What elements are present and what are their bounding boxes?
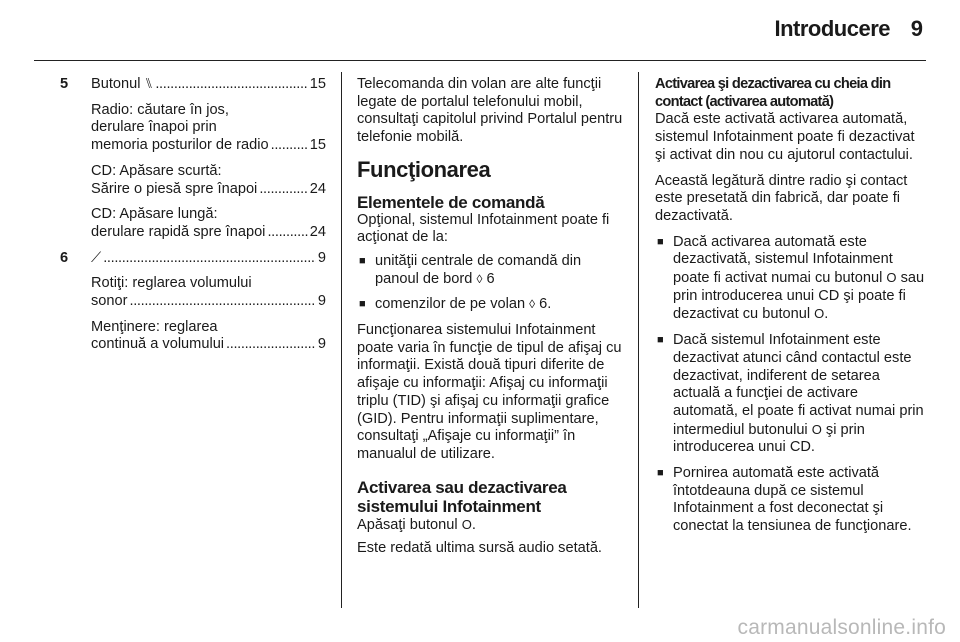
volume-knob-icon: ⟋	[91, 249, 102, 266]
dot-leader	[271, 137, 308, 155]
knob-label-line	[91, 250, 326, 268]
radio-entry	[91, 102, 326, 155]
list-item	[655, 332, 925, 457]
rotate-entry	[91, 275, 326, 310]
dot-leader	[267, 224, 307, 242]
page-title: Introducere	[774, 16, 890, 41]
list-item-5	[60, 76, 326, 242]
item-number: 5	[60, 76, 69, 92]
bullet-text: Dacă sistemul Infotainment este dezactivat atunci când contactul este dezactivat, indiferent de setarea actuală a funcţiei de activare automată, el poate fi activat numai prin intermediul butonului	[673, 332, 924, 438]
bullet-text: Pornirea automată este activată întotdeauna după ce sistemul Infotainment a fost deconectat şi conectat la tensiunea de funcţionare.	[673, 465, 912, 535]
dot-leader	[259, 181, 307, 199]
bullet-text: şi prin introducerea unui CD.	[673, 421, 865, 456]
bullet-icon: ■	[359, 298, 366, 311]
page-ref-icon: ◊	[529, 297, 536, 312]
cd-short-last-line	[91, 181, 326, 199]
column-3	[655, 76, 925, 544]
bullet-text: comenzilor de pe volan	[375, 296, 526, 313]
column-2	[357, 76, 625, 566]
display-paragraph: Funcţionarea sistemului Infotainment poate varia în funcţie de tipul de afişaj cu informaţii. Există două tipuri diferite de afişaje cu informaţii: Afişaj cu informaţii triplu (TID) şi afişaj cu informaţii grafice (GID). Pentru informaţii suplimentare, consultaţi „Afişaje cu informaţii” în manualul de utilizare.	[357, 322, 622, 462]
page-ref-link[interactable]: 24	[309, 180, 326, 197]
column-divider-1	[341, 72, 342, 608]
bullet-icon: ■	[359, 254, 366, 267]
hold-entry	[91, 319, 326, 354]
section-title: Funcţionarea	[357, 156, 491, 182]
bullet-icon: ■	[657, 334, 664, 347]
punct: .	[471, 516, 476, 533]
button-label-line	[91, 76, 326, 94]
ignition-paragraph-2: Această legătură dintre radio şi contact este presetată din fabrică, dar poate fi dezactivată.	[655, 172, 908, 224]
item-number: 6	[60, 249, 69, 266]
cd-long-entry	[91, 206, 326, 241]
dot-leader	[226, 336, 316, 354]
cd-long-text: CD: Apăsare lungă:	[91, 206, 218, 223]
radio-last-line	[91, 137, 326, 155]
bullet-text: unităţii centrale de comandă din panoul de bord	[375, 252, 582, 287]
header-divider	[34, 60, 926, 61]
list-item-6	[60, 250, 326, 355]
page-ref-link[interactable]: 15	[309, 137, 326, 154]
rotate-last-text: sonor	[91, 293, 128, 310]
subsection-title-onoff: Activarea sau dezactivarea sistemului Infotainment	[357, 477, 567, 516]
power-button-icon: O	[811, 421, 822, 437]
page-ref-link[interactable]: 9	[317, 336, 326, 353]
list-item	[655, 234, 925, 325]
page-ref-link[interactable]: 6.	[539, 296, 552, 313]
ignition-paragraph-1: Dacă este activată activarea automată, sistemul Infotainment poate fi dezactivat şi activat din nou cu ajutorul contactului.	[655, 111, 915, 163]
page-ref-icon: ◊	[476, 271, 483, 286]
cd-long-last-text: derulare rapidă spre înapoi	[91, 223, 266, 240]
watermark: carmanualsonline.info	[737, 616, 946, 639]
column-divider-2	[638, 72, 639, 608]
page-header	[0, 0, 960, 64]
controls-intro: Opţional, sistemul Infotainment poate fi acţionat de la:	[357, 211, 610, 246]
rotate-last-line	[91, 293, 326, 311]
button-label: Butonul ⑊	[91, 76, 154, 92]
page-number: 9	[910, 16, 923, 41]
cd-long-last-line	[91, 224, 326, 242]
bullet-text: Dacă activarea automată este dezactivată, sistemul Infotainment poate fi activat numai cu butonul	[673, 233, 893, 287]
page-ref-link[interactable]: 9	[317, 249, 326, 266]
bullet-icon: ■	[657, 235, 664, 248]
power-button-icon: O	[814, 306, 825, 322]
cd-short-entry	[91, 163, 326, 198]
intro-paragraph: Telecomanda din volan are alte funcţii legate de portalul telefonului mobil, consultaţi capitolul privind Portalul pentru telefonie mobilă.	[357, 76, 623, 146]
page-ref-link[interactable]: 24	[309, 223, 326, 240]
hold-last-text: continuă a volumului	[91, 336, 225, 353]
column-1	[60, 76, 326, 354]
hold-last-line	[91, 336, 326, 354]
page-ref-link[interactable]: 9	[317, 293, 326, 310]
cd-short-text: CD: Apăsare scurtă:	[91, 162, 222, 179]
last-source-text: Este redată ultima sursă audio setată.	[357, 540, 602, 557]
page-ref-link[interactable]: 6	[486, 270, 495, 287]
page-ref-link[interactable]: 15	[309, 76, 326, 92]
punct: .	[824, 306, 829, 323]
onoff-instruction: Apăsaţi butonul	[357, 516, 458, 533]
list-item	[357, 253, 625, 288]
radio-last-text: memoria posturilor de radio	[91, 137, 269, 154]
subsection-title-controls: Elementele de comandă	[357, 192, 545, 212]
cd-short-last-text: Sărire o piesă spre înapoi	[91, 180, 258, 197]
dot-leader	[103, 250, 316, 268]
power-button-icon: O	[461, 516, 472, 532]
dot-leader	[130, 293, 316, 311]
bullet-icon: ■	[657, 467, 664, 480]
list-item	[655, 465, 925, 536]
bullet-text: sau prin introducerea unui CD şi poate fi dezactivat cu butonul	[673, 270, 925, 323]
subsection-title-ignition: Activarea şi dezactivarea cu cheia din contact (activarea automată)	[655, 76, 891, 110]
radio-text: Radio: căutare în jos, derulare înapoi prin	[91, 101, 229, 136]
rotate-text: Rotiţi: reglarea volumului	[91, 275, 252, 292]
onoff-text	[357, 516, 625, 535]
dot-leader	[155, 76, 307, 94]
hold-text: Menţinere: reglarea	[91, 318, 218, 335]
list-item	[357, 296, 625, 314]
power-button-icon: O	[886, 270, 897, 286]
